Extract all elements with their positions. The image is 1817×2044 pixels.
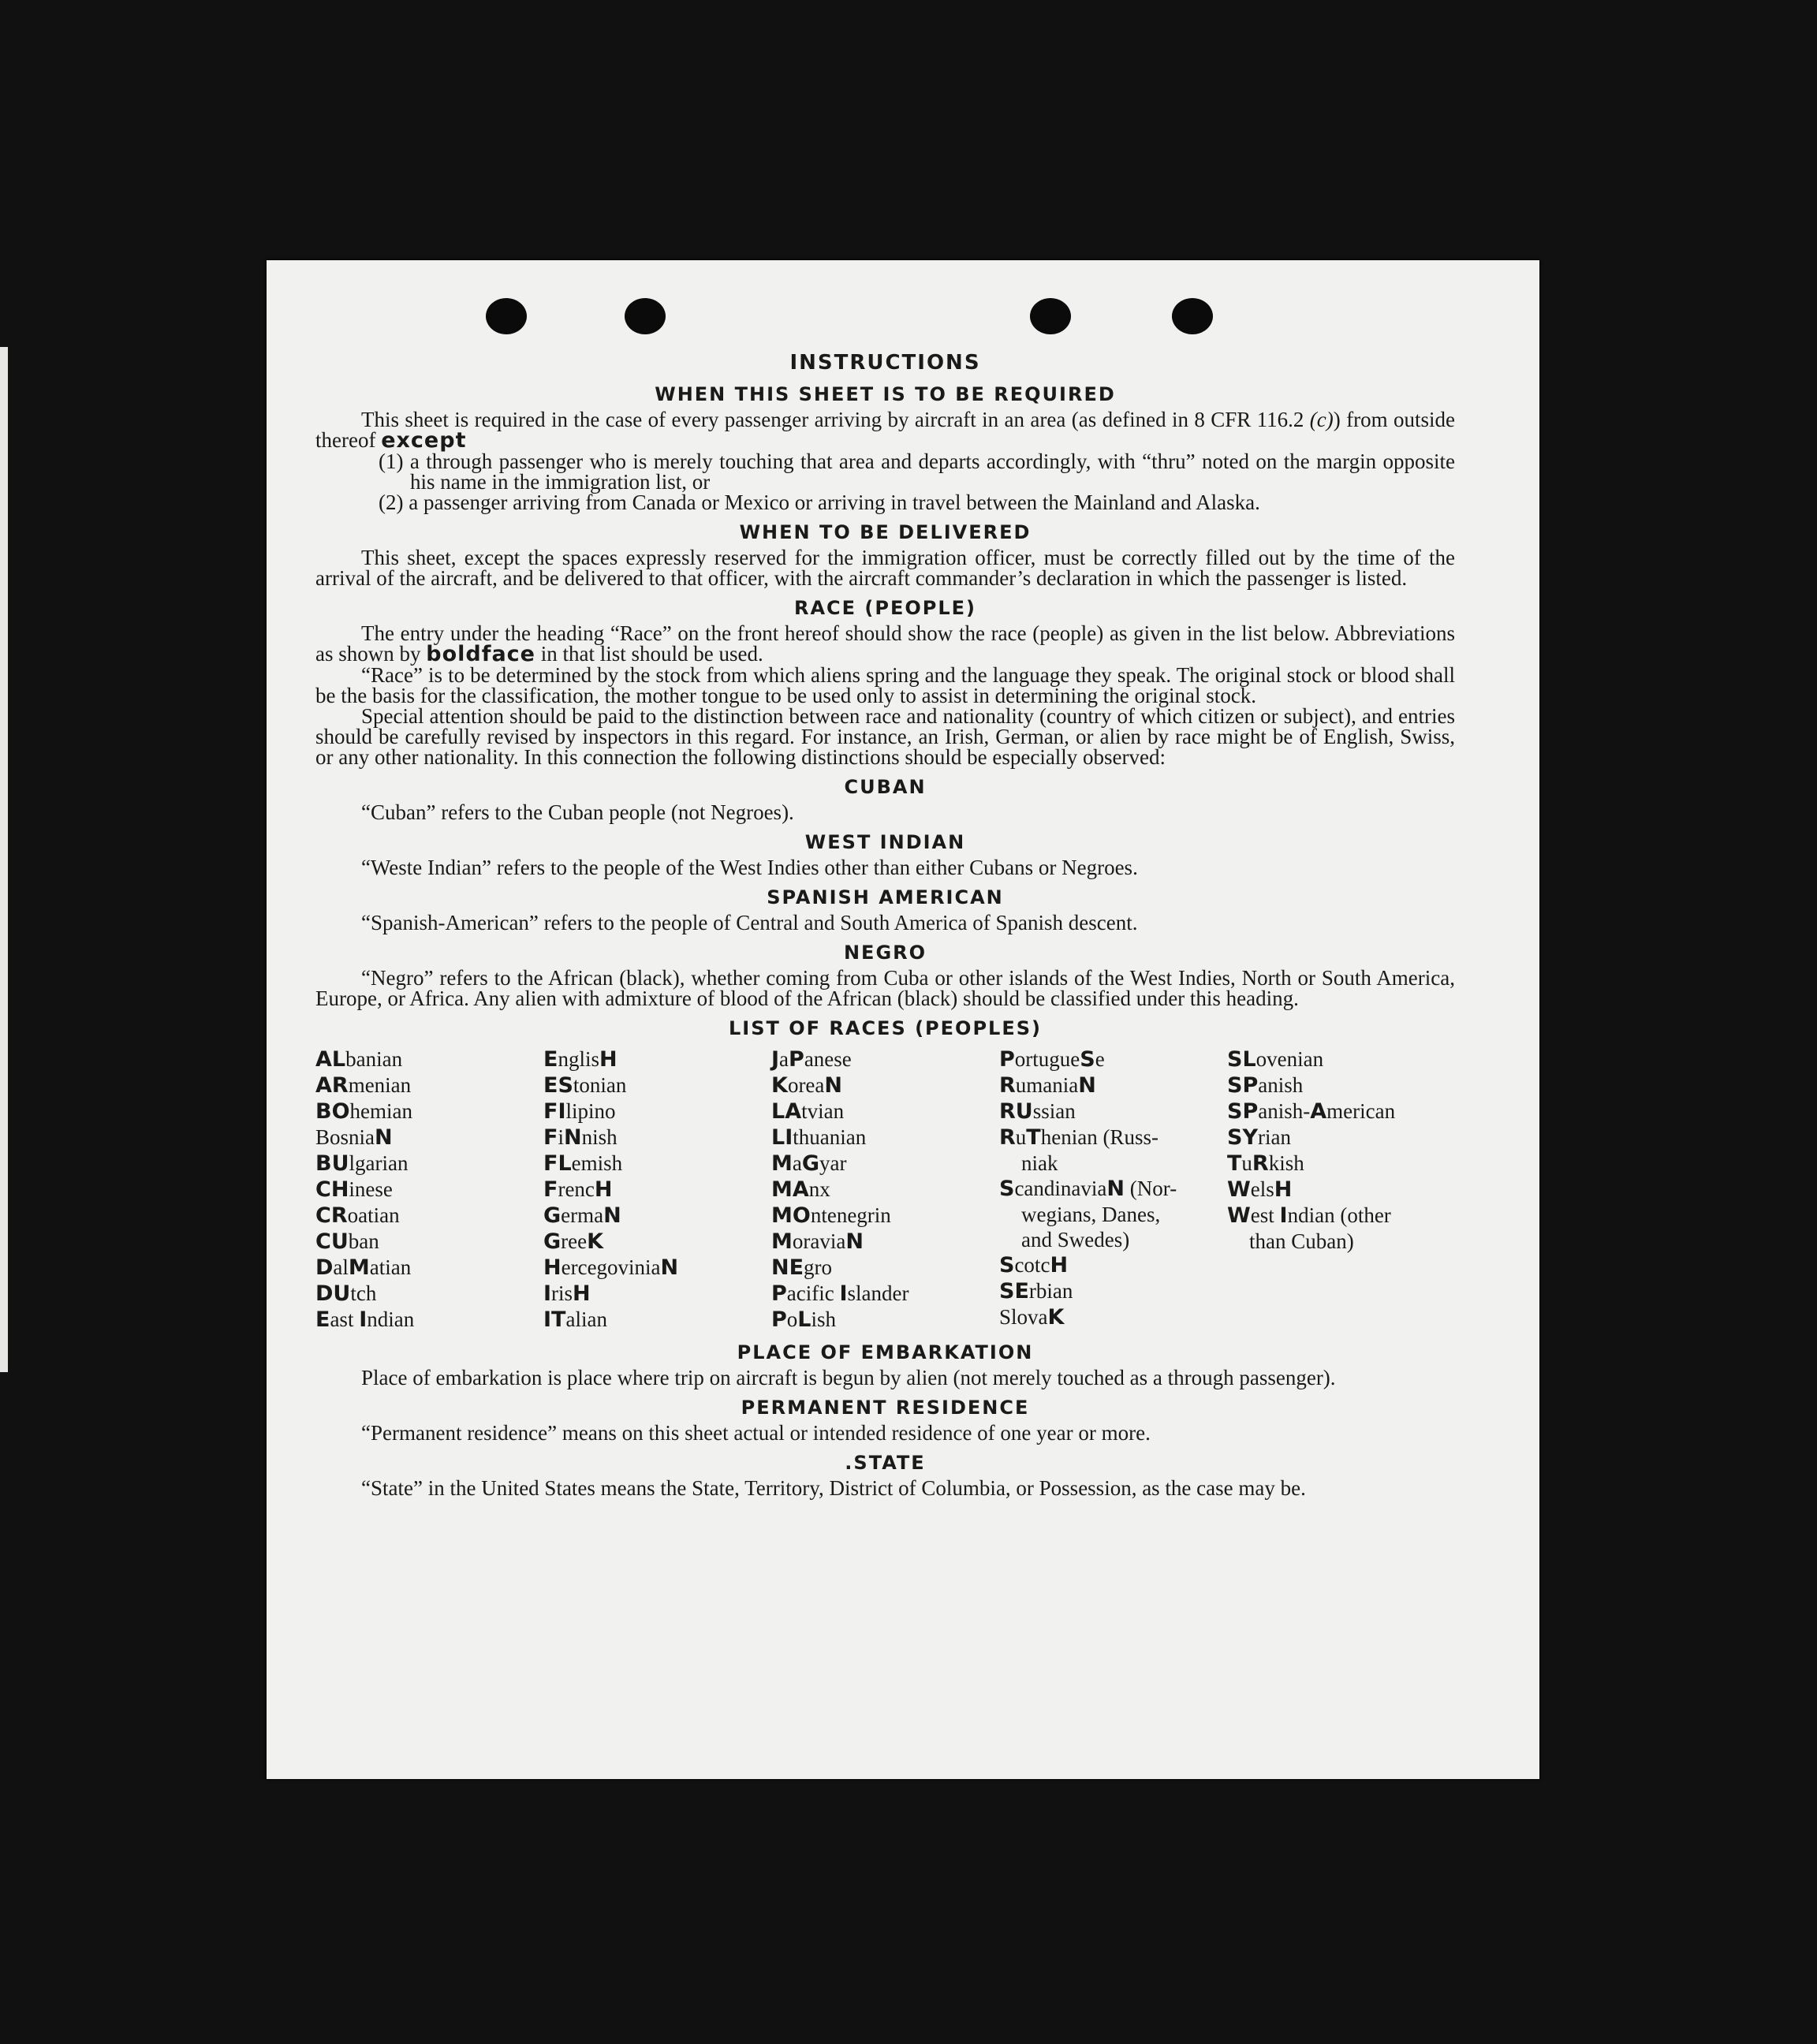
- race-entry: GreeK: [543, 1229, 604, 1254]
- race-entry: RUssian: [999, 1099, 1076, 1124]
- page-title: INSTRUCTIONS: [789, 351, 981, 375]
- race-entry: PortugueSe: [999, 1047, 1105, 1072]
- race-entry: FLemish: [543, 1151, 623, 1176]
- race-entry: NEgro: [771, 1255, 833, 1280]
- race-entry: CRoatian: [315, 1203, 400, 1228]
- races-column: [771, 1046, 999, 1333]
- section-heading: PLACE OF EMBARKATION: [737, 1341, 1034, 1363]
- section-text: “State” in the United States means the State, Territory, District of Columbia, or Possession, as the case may be.: [361, 1476, 1306, 1500]
- race-entry: BUlgarian: [315, 1151, 409, 1176]
- list-item: (1) a through passenger who is merely touching that area and departs accordingly, with “thru” noted on the margin opposite his name in the immigration list, or: [379, 449, 1455, 494]
- section-text: “Negro” refers to the African (black), whether coming from Cuba or other islands of the West Indies, North or South America, Europe, or Africa. Any alien with admixture of blood of the African (black) should be classified under this heading.: [315, 966, 1455, 1010]
- race-entry: BosniaN: [315, 1125, 393, 1150]
- race-entry: RumaniaN: [999, 1073, 1096, 1098]
- section-text: “Spanish-American” refers to the people of Central and South America of Spanish descent.: [361, 911, 1138, 934]
- section-heading: RACE (PEOPLE): [793, 597, 977, 619]
- race-entry: FiNnish: [543, 1125, 617, 1150]
- section-text: Special attention should be paid to the distinction between race and nationality (country of which citizen or subject), and entries should be carefully revised by inspectors in this regard. For instance, an Irish, German, or alien by race might be of English, Swiss, or any other nationality. In this connection the following distinctions should be especially observed:: [315, 704, 1455, 769]
- race-entry: ScotcH: [999, 1253, 1069, 1278]
- race-entry: ALbanian: [315, 1047, 403, 1072]
- race-entry: EStonian: [543, 1073, 627, 1098]
- section-heading: NEGRO: [843, 942, 927, 964]
- race-entry: LAtvian: [771, 1099, 845, 1124]
- race-entry: MOntenegrin: [771, 1203, 891, 1228]
- race-entry: DalMatian: [315, 1255, 412, 1280]
- punch-hole: [486, 298, 527, 334]
- section-heading: WEST INDIAN: [804, 831, 966, 853]
- race-entry: IrisH: [543, 1281, 591, 1306]
- list-item: (2) a passenger arriving from Canada or Mexico or arriving in travel between the Mainland and Alaska.: [379, 490, 1260, 514]
- race-entry: SYrian: [1227, 1125, 1291, 1150]
- race-entry: GermaN: [543, 1203, 621, 1228]
- race-entry: ARmenian: [315, 1073, 412, 1098]
- race-entry: SPanish: [1227, 1073, 1304, 1098]
- section-text: This sheet is required in the case of every passenger arriving by aircraft in an area (as defined in 8 CFR 116.2 (c)) from outside thereof except: [315, 408, 1455, 453]
- race-entry: CHinese: [315, 1177, 393, 1202]
- race-entry: CUban: [315, 1229, 379, 1254]
- punch-hole: [625, 298, 666, 334]
- race-entry: FIlipino: [543, 1099, 616, 1124]
- adjacent-page-edge: [0, 347, 8, 1372]
- race-entry: RuThenian (Russ-: [999, 1125, 1158, 1150]
- races-column: [315, 1046, 543, 1333]
- race-entry: KoreaN: [771, 1073, 843, 1098]
- race-entry: West Indian (other: [1227, 1203, 1391, 1228]
- race-entry: ITalian: [543, 1307, 607, 1332]
- punch-hole: [1030, 298, 1071, 334]
- races-heading: LIST OF RACES (PEOPLES): [729, 1017, 1042, 1039]
- race-entry: HercegoviniaN: [543, 1255, 679, 1280]
- section-text: “Permanent residence” means on this sheet actual or intended residence of one year or more.: [361, 1421, 1151, 1445]
- race-entry: SPanish-American: [1227, 1099, 1396, 1124]
- races-column: [999, 1046, 1227, 1333]
- section-heading: .STATE: [845, 1452, 926, 1474]
- section-heading: WHEN THIS SHEET IS TO BE REQUIRED: [655, 383, 1116, 405]
- race-entry: WelsH: [1227, 1177, 1293, 1202]
- races-column: [1227, 1046, 1455, 1333]
- race-entry: MAnx: [771, 1177, 830, 1202]
- race-entry: JaPanese: [771, 1047, 852, 1072]
- race-entry: MaGyar: [771, 1151, 847, 1176]
- race-entry: SlovaK: [999, 1305, 1065, 1330]
- race-entry: ScandinaviaN (Nor-: [999, 1177, 1177, 1201]
- section-heading: WHEN TO BE DELIVERED: [739, 521, 1032, 543]
- race-entry: MoraviaN: [771, 1229, 864, 1254]
- race-entry: wegians, Danes,: [1021, 1203, 1161, 1226]
- race-entry: FrencH: [543, 1177, 613, 1202]
- punch-hole: [1172, 298, 1213, 334]
- race-entry: DUtch: [315, 1281, 377, 1306]
- race-entry: and Swedes): [1021, 1228, 1130, 1251]
- races-column: [543, 1046, 771, 1333]
- section-text: “Race” is to be determined by the stock from which aliens spring and the language they speak. The original stock or blood shall be the basis for the classification, the mother tongue to be used only to assist in determining the original stock.: [315, 663, 1455, 707]
- race-entry: SErbian: [999, 1279, 1073, 1304]
- race-entry: TuRkish: [1227, 1151, 1304, 1176]
- race-entry: BOhemian: [315, 1099, 413, 1124]
- race-entry: PoLish: [771, 1307, 837, 1332]
- section-heading: CUBAN: [844, 776, 927, 798]
- race-entry: LIthuanian: [771, 1125, 867, 1150]
- section-text: “Weste Indian” refers to the people of the West Indies other than either Cubans or Negroes.: [361, 856, 1138, 879]
- section-heading: PERMANENT RESIDENCE: [741, 1397, 1030, 1419]
- race-entry: EnglisH: [543, 1047, 617, 1072]
- section-heading: SPANISH AMERICAN: [767, 886, 1004, 908]
- section-text: The entry under the heading “Race” on the front hereof should show the race (people) as given in the list below. Abbreviations as shown by boldface in that list should be used.: [315, 621, 1455, 666]
- section-text: Place of embarkation is place where trip on aircraft is begun by alien (not merely touched as a through passenger).: [361, 1366, 1336, 1389]
- section-text: This sheet, except the spaces expressly reserved for the immigration officer, must be correctly filled out by the time of the arrival of the aircraft, and be delivered to that officer, with the aircraft commander’s declaration in which the passenger is listed.: [315, 546, 1455, 590]
- section-text: “Cuban” refers to the Cuban people (not Negroes).: [361, 800, 794, 824]
- race-entry: SLovenian: [1227, 1047, 1324, 1072]
- race-entry: than Cuban): [1249, 1229, 1354, 1253]
- races-list: [315, 1046, 1455, 1333]
- race-entry: Pacific Islander: [771, 1281, 909, 1306]
- document-content: [315, 343, 1455, 1498]
- race-entry: East Indian: [315, 1307, 415, 1332]
- document-page: [267, 260, 1539, 1779]
- race-entry: niak: [1021, 1151, 1058, 1175]
